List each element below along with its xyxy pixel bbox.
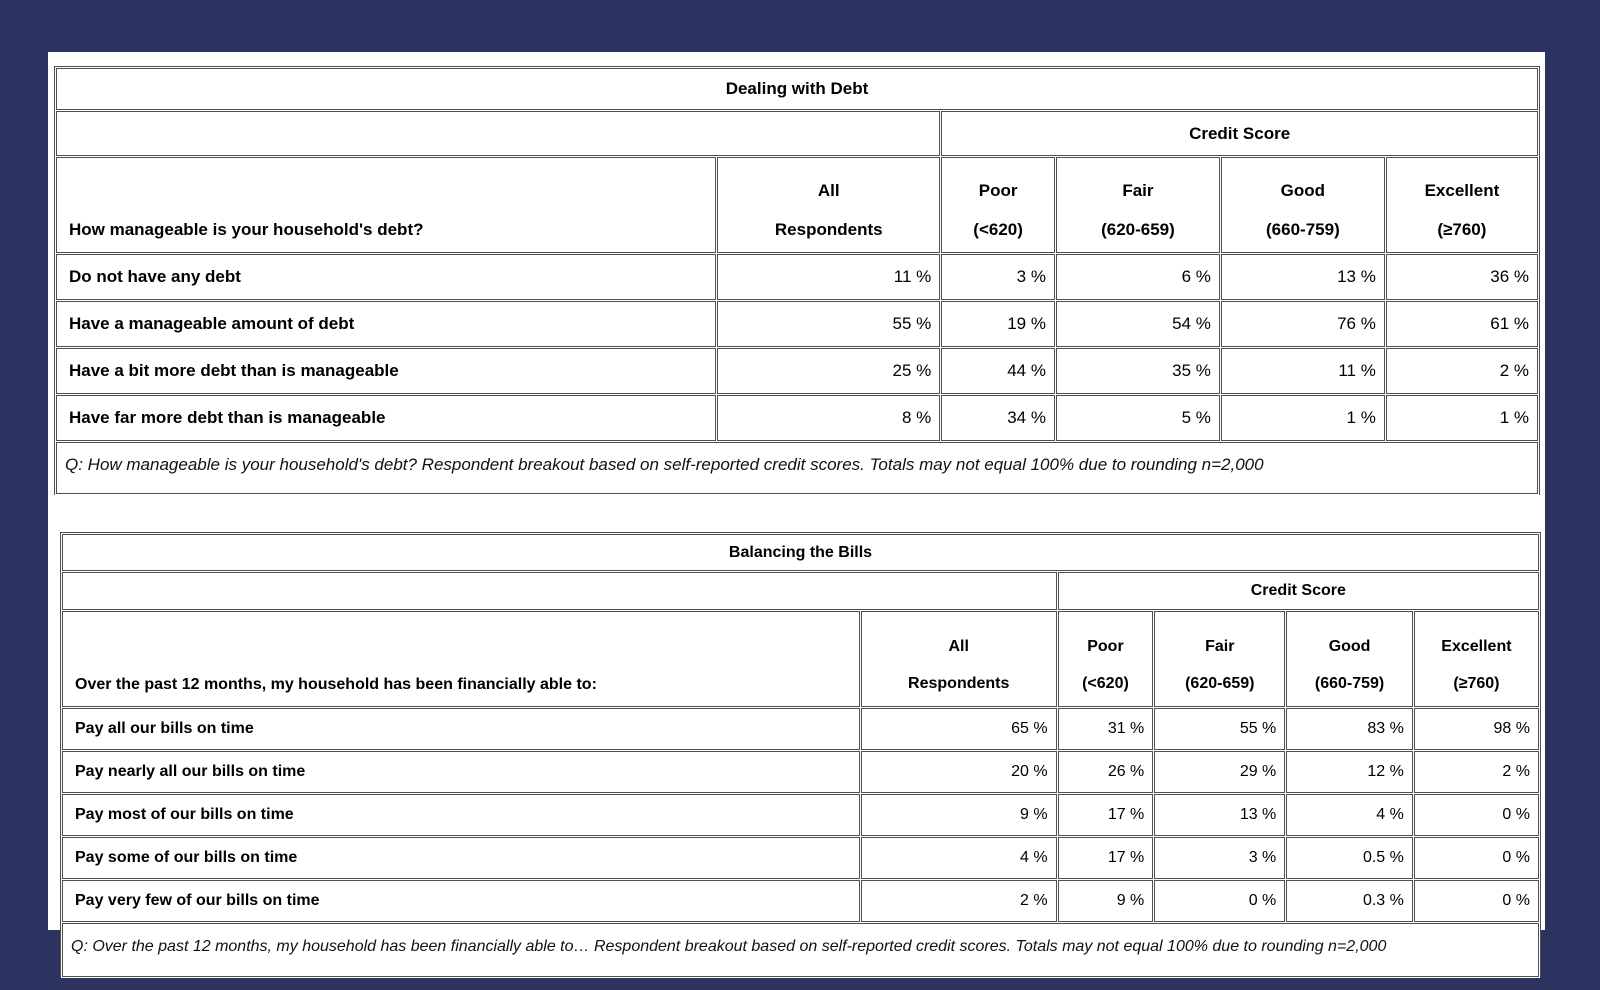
dealing-with-debt-table bbox=[54, 66, 1540, 495]
value-cell: 61 % bbox=[1386, 301, 1538, 347]
column-header-good bbox=[1286, 611, 1413, 707]
table-footnote: Q: How manageable is your household's debt? Respondent breakout based on self-reported credit scores. Totals may not equal 100% due to rounding n=2,000 bbox=[56, 442, 1538, 494]
value-cell: 44 % bbox=[941, 348, 1055, 394]
table-row bbox=[62, 837, 1539, 879]
value-cell: 26 % bbox=[1058, 751, 1154, 793]
column-header-line: (620-659) bbox=[1185, 675, 1255, 693]
value-cell: 17 % bbox=[1058, 794, 1154, 836]
value-cell: 65 % bbox=[861, 708, 1057, 750]
value-cell: 6 % bbox=[1056, 254, 1220, 300]
spacer-cell bbox=[62, 572, 1057, 610]
column-header-line: Good bbox=[1280, 180, 1326, 200]
table-row bbox=[56, 348, 1538, 394]
row-label: Pay nearly all our bills on time bbox=[62, 751, 860, 793]
column-header-row bbox=[62, 611, 1539, 707]
column-header-line: (≥760) bbox=[1453, 675, 1500, 693]
table-title-row bbox=[56, 68, 1538, 110]
column-header-line: All bbox=[817, 180, 840, 200]
column-header-fair bbox=[1056, 157, 1220, 253]
row-header: How manageable is your household's debt? bbox=[56, 157, 716, 253]
column-header-fair bbox=[1154, 611, 1285, 707]
value-cell: 0 % bbox=[1414, 794, 1539, 836]
value-cell: 9 % bbox=[1058, 880, 1154, 922]
column-header-line: Excellent bbox=[1441, 638, 1512, 656]
row-label: Do not have any debt bbox=[56, 254, 716, 300]
credit-score-group-header: Credit Score bbox=[941, 111, 1538, 156]
value-cell: 29 % bbox=[1154, 751, 1285, 793]
value-cell: 3 % bbox=[1154, 837, 1285, 879]
column-header-good bbox=[1221, 157, 1385, 253]
value-cell: 11 % bbox=[717, 254, 940, 300]
value-cell: 13 % bbox=[1221, 254, 1385, 300]
column-header-all bbox=[861, 611, 1057, 707]
column-header-line: Good bbox=[1328, 638, 1371, 656]
value-cell: 9 % bbox=[861, 794, 1057, 836]
row-label: Pay some of our bills on time bbox=[62, 837, 860, 879]
value-cell: 83 % bbox=[1286, 708, 1413, 750]
credit-score-group-header: Credit Score bbox=[1058, 572, 1539, 610]
value-cell: 98 % bbox=[1414, 708, 1539, 750]
row-label: Have a bit more debt than is manageable bbox=[56, 348, 716, 394]
column-header-line: (660-759) bbox=[1314, 675, 1385, 693]
spacer-cell bbox=[56, 111, 940, 156]
table-row bbox=[56, 301, 1538, 347]
value-cell: 0 % bbox=[1414, 837, 1539, 879]
table-title: Balancing the Bills bbox=[62, 534, 1539, 571]
value-cell: 11 % bbox=[1221, 348, 1385, 394]
table-row bbox=[56, 395, 1538, 441]
value-cell: 12 % bbox=[1286, 751, 1413, 793]
value-cell: 13 % bbox=[1154, 794, 1285, 836]
group-header-row bbox=[62, 572, 1539, 610]
value-cell: 20 % bbox=[861, 751, 1057, 793]
row-label: Have a manageable amount of debt bbox=[56, 301, 716, 347]
value-cell: 0 % bbox=[1414, 880, 1539, 922]
column-header-line: Respondents bbox=[774, 219, 883, 239]
column-header-poor bbox=[1058, 611, 1154, 707]
column-header-line: Fair bbox=[1205, 638, 1235, 656]
column-header-line: Poor bbox=[978, 180, 1018, 200]
value-cell: 34 % bbox=[941, 395, 1055, 441]
row-label: Pay very few of our bills on time bbox=[62, 880, 860, 922]
column-header-line: (660-759) bbox=[1266, 219, 1340, 239]
value-cell: 36 % bbox=[1386, 254, 1538, 300]
value-cell: 55 % bbox=[717, 301, 940, 347]
value-cell: 54 % bbox=[1056, 301, 1220, 347]
value-cell: 1 % bbox=[1386, 395, 1538, 441]
column-header-line: (620-659) bbox=[1101, 219, 1175, 239]
value-cell: 0.5 % bbox=[1286, 837, 1413, 879]
table-row bbox=[62, 751, 1539, 793]
value-cell: 2 % bbox=[1414, 751, 1539, 793]
footnote-row bbox=[56, 442, 1538, 494]
table-row bbox=[56, 254, 1538, 300]
value-cell: 2 % bbox=[1386, 348, 1538, 394]
value-cell: 17 % bbox=[1058, 837, 1154, 879]
column-header-row bbox=[56, 157, 1538, 253]
column-header-excellent bbox=[1386, 157, 1538, 253]
column-header-line: Fair bbox=[1122, 180, 1154, 200]
value-cell: 0 % bbox=[1154, 880, 1285, 922]
value-cell: 31 % bbox=[1058, 708, 1154, 750]
column-header-excellent bbox=[1414, 611, 1539, 707]
row-label: Pay most of our bills on time bbox=[62, 794, 860, 836]
value-cell: 1 % bbox=[1221, 395, 1385, 441]
content-panel bbox=[48, 52, 1545, 955]
table-row bbox=[62, 794, 1539, 836]
value-cell: 8 % bbox=[717, 395, 940, 441]
balancing-the-bills-table bbox=[60, 532, 1541, 978]
table-row bbox=[62, 708, 1539, 750]
footnote-row bbox=[62, 923, 1539, 977]
value-cell: 0.3 % bbox=[1286, 880, 1413, 922]
value-cell: 19 % bbox=[941, 301, 1055, 347]
value-cell: 3 % bbox=[941, 254, 1055, 300]
row-header: Over the past 12 months, my household has been financially able to: bbox=[62, 611, 860, 707]
table-footnote: Q: Over the past 12 months, my household has been financially able to… Respondent breakout based on self-reported credit scores. Totals may not equal 100% due to rounding n=2,000 bbox=[62, 923, 1539, 977]
table-title: Dealing with Debt bbox=[56, 68, 1538, 110]
column-header-line: All bbox=[948, 638, 969, 656]
column-header-poor bbox=[941, 157, 1055, 253]
value-cell: 76 % bbox=[1221, 301, 1385, 347]
value-cell: 55 % bbox=[1154, 708, 1285, 750]
group-header-row bbox=[56, 111, 1538, 156]
row-label: Pay all our bills on time bbox=[62, 708, 860, 750]
value-cell: 4 % bbox=[861, 837, 1057, 879]
value-cell: 5 % bbox=[1056, 395, 1220, 441]
value-cell: 2 % bbox=[861, 880, 1057, 922]
row-label: Have far more debt than is manageable bbox=[56, 395, 716, 441]
value-cell: 4 % bbox=[1286, 794, 1413, 836]
value-cell: 25 % bbox=[717, 348, 940, 394]
value-cell: 35 % bbox=[1056, 348, 1220, 394]
column-header-line: Excellent bbox=[1424, 180, 1500, 200]
column-header-line: (≥760) bbox=[1437, 219, 1487, 239]
column-header-line: Poor bbox=[1087, 638, 1124, 656]
column-header-line: Respondents bbox=[908, 675, 1010, 693]
table-title-row bbox=[62, 534, 1539, 571]
table-row bbox=[62, 880, 1539, 922]
column-header-all bbox=[717, 157, 940, 253]
column-header-line: (<620) bbox=[1082, 675, 1129, 693]
column-header-line: (<620) bbox=[973, 219, 1023, 239]
